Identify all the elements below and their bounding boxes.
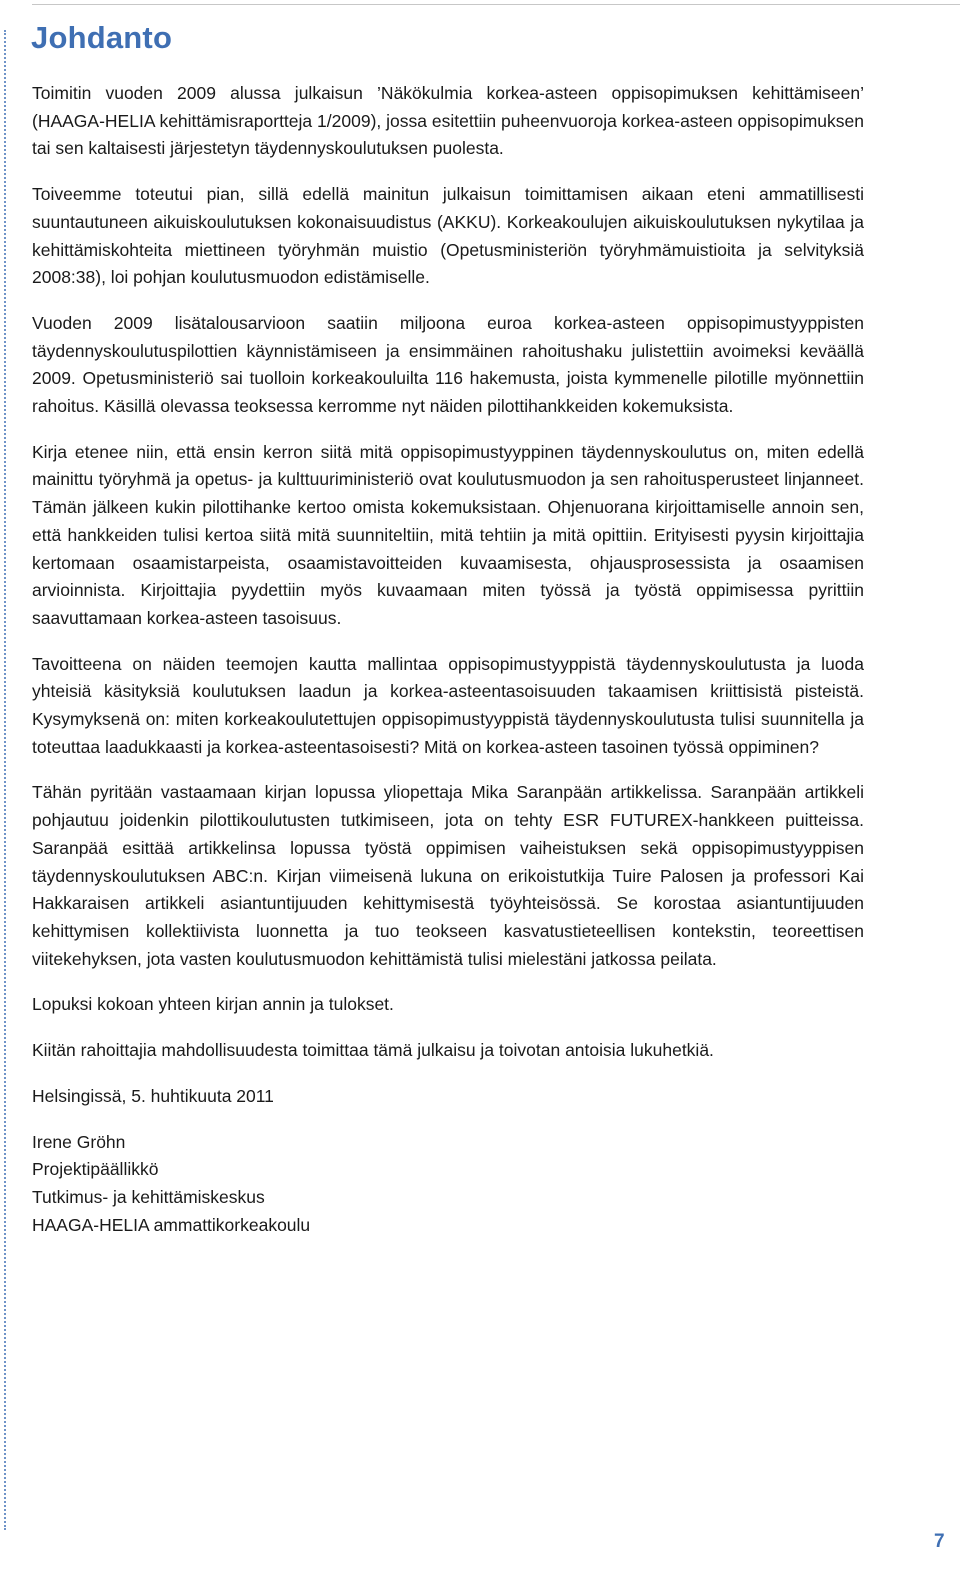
paragraph-2: Toiveemme toteutui pian, sillä edellä mainitun julkaisun toimittamisen aikaan eteni ammatillisesti suuntautuneen aikuiskoulutuksen kokonaisuudistus (AKKU). Korkeakoulujen aikuiskoulutuksen nykytilaa ja kehittämiskohteita miettineen työryhmän muistio (Opetusministeriön työryhmämuistioita ja selvityksiä 2008:38), loi pohjan koulutusmuodon edistämiselle. (32, 184, 864, 288)
page-title: Johdanto (31, 20, 173, 55)
left-dotted-rule (4, 30, 6, 1530)
paragraph-3: Vuoden 2009 lisätalousarvioon saatiin miljoona euroa korkea-asteen oppisopimustyyppisten täydennyskoulutuspilottien käynnistämiseen ja ensimmäinen rahoitushaku julistettiin avoimeksi keväällä 2009. Opetusministeriö sai tuolloin korkeakouluilta 116 hakemusta, joista kymmenelle pilotille myönnettiin rahoitus. Käsillä olevassa teoksessa kerromme nyt näiden pilottihankkeiden kokemuksista. (32, 312, 864, 417)
signature-block (32, 1129, 864, 1240)
signer-name: Irene Gröhn (32, 1131, 126, 1152)
paragraph-4: Kirja etenee niin, että ensin kerron siitä mitä oppisopimustyyppinen täydennyskoulutus on, miten edellä mainittu työryhmä ja opetus- ja kulttuuriministeriö ovat koulutusmuodon ja sen rahoitusperusteet linjanneet. Tämän jälkeen kukin pilottihanke kertoo omista kokemuksistaan. Ohjenuorana kirjoittamiselle annoin sen, että hankkeiden tulisi kertoa siitä mitä suunniteltiin, mitä tehtiin ja mitä opittiin. Erityisesti pyysin kirjoittajia kertomaan osaamistarpeista, osaamistavoitteiden kuvaamisesta, ohjausprosessista ja osaamisen arvioinnista. Kirjoittajia pyydettiin myös kuvaamaan miten työssä ja työstä oppimisessa pyrittiin saavuttamaan korkea-asteen tasoisuus. (32, 441, 864, 628)
signer-unit: Tutkimus- ja kehittämiskeskus (32, 1186, 265, 1207)
paragraph-5: Tavoitteena on näiden teemojen kautta mallintaa oppisopimustyyppistä täydennyskoulutusta ja luoda yhteisiä käsityksiä koulutuksen laadun ja korkea-asteentasoisuuden takaamisen kriittisistä pisteistä. Kysymyksenä on: miten korkeakoulutettujen oppisopimustyyppistä täydennyskoulutusta tulisi suunnitella ja toteuttaa laadukkaasti ja korkea-asteentasoisesti? Mitä on korkea-asteen tasoinen työssä oppiminen? (32, 653, 864, 757)
paragraph-7: Lopuksi kokoan yhteen kirjan annin ja tulokset. (32, 994, 394, 1015)
signer-organization: HAAGA-HELIA ammattikorkeakoulu (32, 1214, 311, 1235)
page-number: 7 (934, 1531, 945, 1552)
paragraph-8: Kiitän rahoittajia mahdollisuudesta toimittaa tämä julkaisu ja toivotan antoisia lukuhetkiä. (32, 1040, 714, 1061)
document-body (32, 80, 864, 1239)
paragraph-1: Toimitin vuoden 2009 alussa julkaisun ’Näkökulmia korkea-asteen oppisopimuksen kehittämiseen’ (HAAGA-HELIA kehittämisraportteja 1/2009), jossa esitettiin puheenvuoroja korkea-asteen oppisopimuksen tai sen kaltaisesti järjestetyn täydennyskoulutuksen puolesta. (32, 83, 864, 159)
paragraph-6: Tähän pyritään vastaamaan kirjan lopussa yliopettaja Mika Saranpään artikkelissa. Saranpään artikkeli pohjautuu joidenkin pilottikoulutusten tutkimiseen, jota on tehty ESR FUTUREX-hankkeen puitteissa. Saranpää esittää artikkelinsa lopussa työstä oppimisen vaiheistuksen sekä oppisopimustyyppisen täydennyskoulutuksen ABC:n. Kirjan viimeisenä lukuna on erikoistutkija Tuire Palosen ja professori Kai Hakkaraisen artikkeli asiantuntijuuden kehittymisestä työyhteisössä. Se korostaa asiantuntijuuden kehittymisen kollektiivista luonnetta ja tuo teokseen kasvatustieteellisen kontekstin, teoreettisen viitekehyksen, jota vasten koulutusmuodon kehittämistä tulisi mielestäni jatkossa peilata. (32, 782, 864, 969)
signer-title: Projektipäällikkö (32, 1159, 159, 1180)
top-rule (32, 4, 960, 5)
place-date: Helsingissä, 5. huhtikuuta 2011 (32, 1085, 274, 1106)
